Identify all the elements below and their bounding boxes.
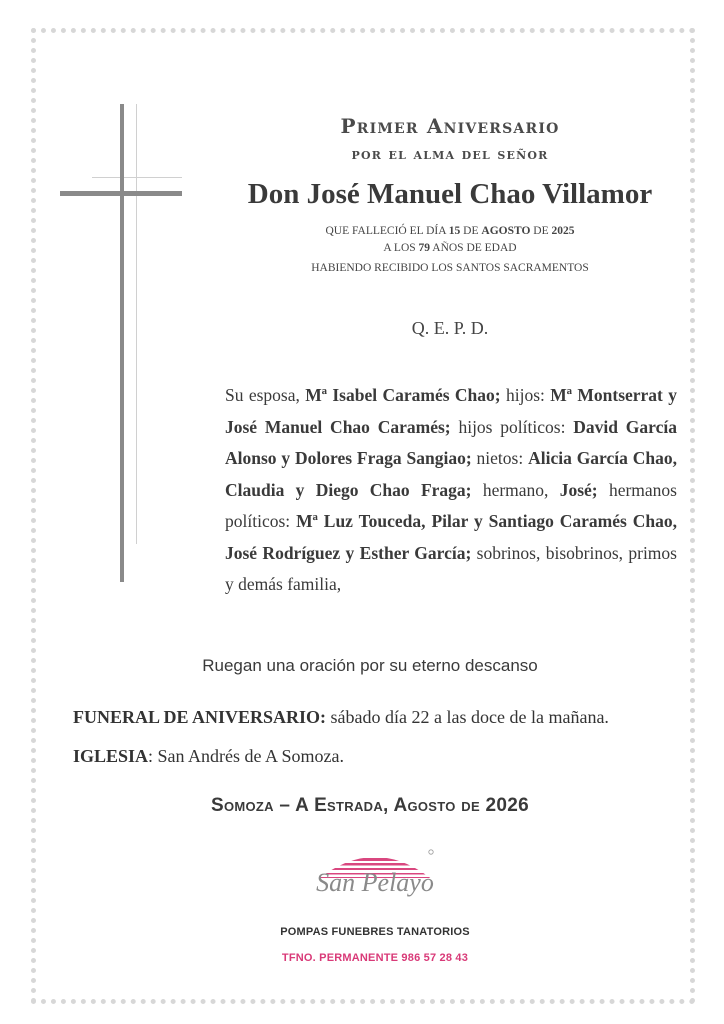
- family-children-in-law: David García Alonso y Dolores Fraga Sangiao;: [225, 416, 677, 468]
- age-suffix: AÑOS DE EDAD: [430, 242, 517, 254]
- age-value: 79: [418, 242, 431, 254]
- cross-shadow-vertical: [136, 104, 137, 544]
- church-line: [73, 746, 693, 767]
- anniversary-subtitle: por el alma del señor: [351, 145, 549, 163]
- church-label: IGLESIA: [73, 746, 149, 766]
- phone-number: TFNO. PERMANENTE 986 57 28 43: [281, 952, 469, 964]
- death-date-connector: DE: [460, 225, 482, 237]
- cross-icon: [60, 104, 190, 584]
- death-day: 15: [448, 225, 461, 237]
- funeral-details: sábado día 22 a las doce de la mañana.: [326, 707, 609, 727]
- death-year: 2025: [551, 225, 575, 237]
- family-text-1: Su esposa,: [225, 385, 306, 405]
- family-text-2: hijos:: [500, 385, 551, 405]
- prayer-request: Ruegan una oración por su eterno descanso: [202, 656, 538, 675]
- church-details: : San Andrés de A Somoza.: [148, 746, 345, 766]
- deceased-name: Don José Manuel Chao Villamor: [247, 178, 653, 210]
- family-children: Mª Montserrat y José Manuel Chao Caramés;: [225, 385, 677, 437]
- family-text-5: hermano,: [471, 479, 560, 500]
- funeral-label: FUNERAL DE ANIVERSARIO:: [73, 707, 327, 727]
- family-text-4: nietos:: [471, 448, 529, 468]
- death-month: AGOSTO: [481, 225, 531, 237]
- anniversary-title: Primer Aniversario: [340, 114, 560, 138]
- age-line: [210, 242, 690, 254]
- cross-shadow-horizontal: [92, 177, 182, 178]
- place-date: Somoza – A Estrada, Agosto de 2026: [211, 795, 529, 816]
- death-date-connector-2: DE: [530, 225, 552, 237]
- family-text-6: hermanos políticos:: [225, 479, 677, 531]
- family-paragraph: [225, 380, 677, 601]
- family-siblings-in-law: Mª Luz Touceda, Pilar y Santiago Caramés Chao, José Rodríguez y Esther García;: [225, 511, 678, 563]
- family-text-7: sobrinos, bisobrinos, primos y demás familia,: [225, 542, 677, 594]
- death-date-line: [210, 225, 690, 237]
- family-spouse: Mª Isabel Caramés Chao;: [305, 385, 501, 405]
- family-brother: José;: [559, 479, 598, 500]
- death-date-prefix: QUE FALLECIÓ EL DÍA: [325, 225, 449, 237]
- qepd-text: Q. E. P. D.: [411, 318, 489, 338]
- family-text-3: hijos políticos:: [450, 416, 574, 437]
- service-name: POMPAS FUNEBRES TANATORIOS: [280, 926, 470, 938]
- family-grandchildren: Alicia García Chao, Claudia y Diego Chao Fraga;: [225, 448, 677, 500]
- san-pelayo-logo: [295, 838, 455, 918]
- cross-horizontal-bar: [60, 191, 182, 196]
- cross-vertical-bar: [120, 104, 124, 582]
- funeral-line: [73, 707, 703, 728]
- sacraments-line: HABIENDO RECIBIDO LOS SANTOS SACRAMENTOS: [311, 262, 589, 274]
- brand-name: San Pelayo: [316, 868, 434, 897]
- age-prefix: A LOS: [383, 242, 419, 254]
